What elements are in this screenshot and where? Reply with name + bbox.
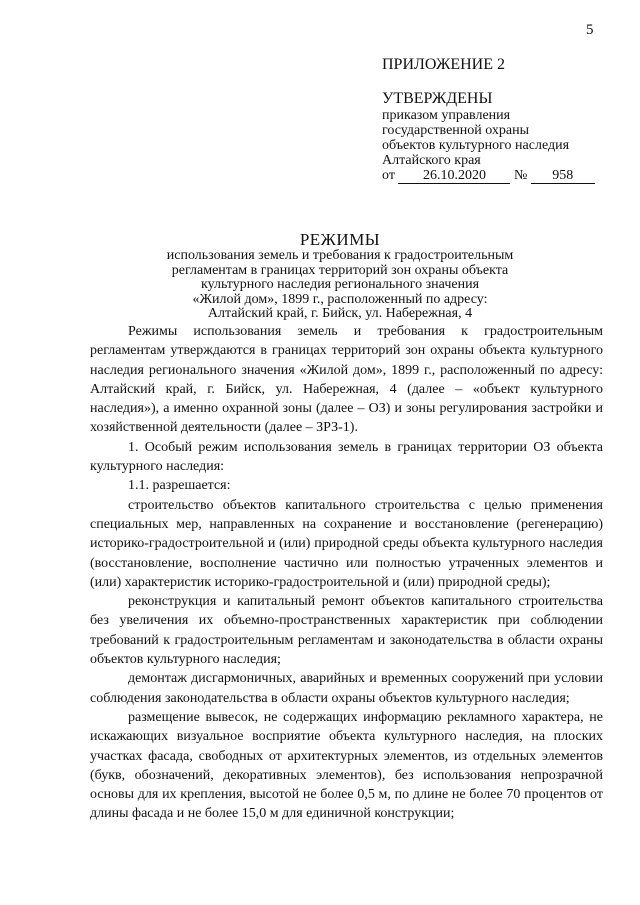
heading-line: культурного наследия регионального значения [200, 277, 480, 292]
body-paragraph: 1. Особый режим использования земель в границах территории ОЗ объекта культурного наследия: [90, 439, 603, 475]
approval-line: Алтайского края [382, 153, 481, 168]
appendix-title: ПРИЛОЖЕНИЕ 2 [382, 56, 506, 73]
body-paragraph: строительство объектов капитального строительства с целью применения специальных мер, направленных на сохранение и восстановление (регенерацию) историко-градостроительной и (или) природной среды объекта культурного наследия (восстановление, восполнение частично или полностью утраченных элементов и (или) характеристик историко-градостроительной и (или) природной среды); [90, 497, 603, 590]
order-line [382, 168, 622, 184]
document-body [90, 322, 603, 824]
approval-block [382, 90, 622, 184]
order-number: 958 [531, 169, 595, 184]
body-paragraph: демонтаж дисгармоничных, аварийных и временных сооружений при условии соблюдения законодательства в области охраны объектов культурного наследия; [90, 671, 603, 706]
heading-line: Алтайский край, г. Бийск, ул. Набережная, 4 [207, 306, 473, 321]
body-paragraph: реконструкция и капитальный ремонт объектов капитального строительства без увеличения их объемно-пространственных характеристик при соблюдении требований к градостроительным регламентам и законодательства в области охраны объектов культурного наследия; [90, 594, 603, 668]
page-number: 5 [586, 22, 594, 38]
document-heading [120, 230, 560, 322]
approval-line: объектов культурного наследия [382, 138, 570, 153]
approved-label: УТВЕРЖДЕНЫ [382, 90, 493, 107]
approval-line: приказом управления [382, 108, 511, 123]
number-label: № [513, 168, 528, 183]
heading-title: РЕЖИМЫ [299, 230, 381, 249]
from-label: от [382, 168, 395, 183]
body-paragraph: 1.1. разрешается: [128, 478, 231, 494]
body-paragraph: Режимы использования земель и требования к градостроительным регламентам утверждаются в границах территорий зон охраны объекта культурного наследия регионального значения «Жилой дом», 1899 г., расположенный по адресу: Алтайский край, г. Бийск, ул. Набережная, 4 (далее – «объект культурного наследия»), а именно охранной зоны (далее – ОЗ) и зоны регулирования застройки и хозяйственной деятельности (далее – ЗРЗ-1). [90, 324, 603, 436]
body-paragraph: размещение вывесок, не содержащих информацию рекламного характера, не искажающих визуальное восприятие объекта культурного наследия, на плоских участках фасада, свободных от архитектурных элементов, из отдельных элементов (букв, обозначений, декоративных элементов), без использования непрозрачной основы для их крепления, высотой не более 0,5 м, по длине не более 70 процентов от длины фасада и не более 15,0 м для единичной конструкции; [90, 709, 603, 822]
approval-line: государственной охраны [382, 123, 530, 138]
order-date: 26.10.2020 [398, 169, 510, 184]
heading-line: «Жилой дом», 1899 г., расположенный по адресу: [192, 291, 488, 307]
heading-line: использования земель и требования к градостроительным [166, 248, 514, 263]
heading-line: регламентам в границах территорий зон охраны объекта [171, 262, 509, 278]
